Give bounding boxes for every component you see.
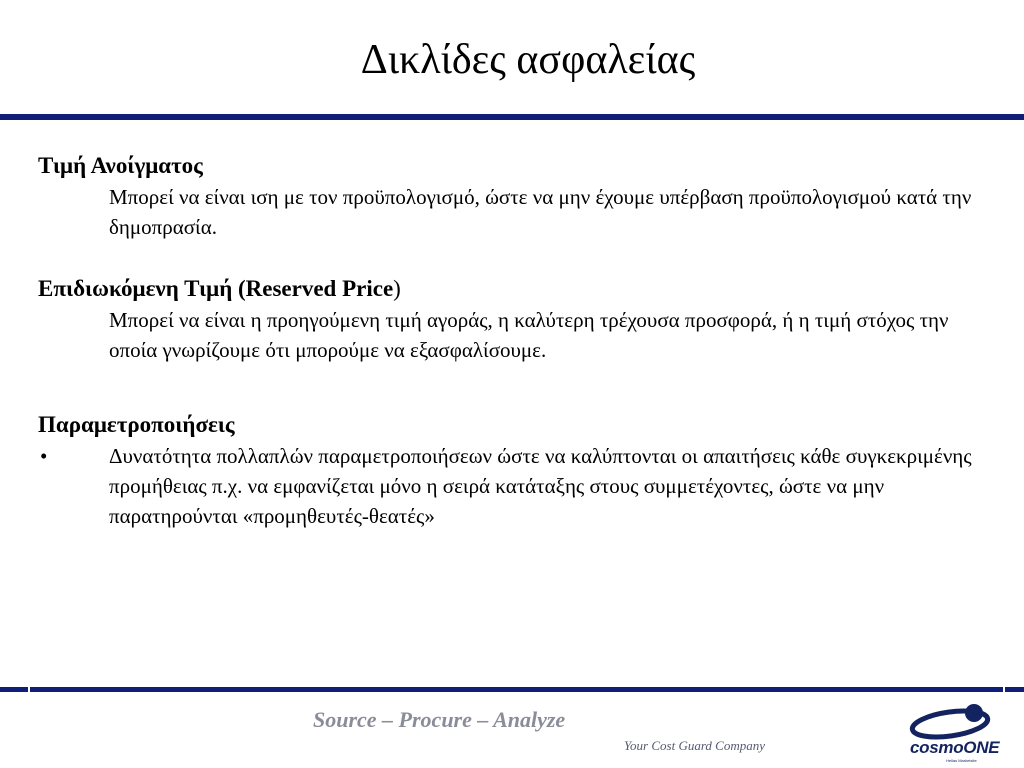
section-heading [38, 273, 988, 305]
section-heading: Παραμετροποιήσεις [38, 412, 235, 437]
bottom-divider [0, 687, 1024, 692]
top-divider [0, 114, 1024, 120]
footer-slogan: Source – Procure – Analyze [313, 707, 566, 732]
section-heading: Τιμή Ανοίγματος [38, 153, 203, 178]
section-body: Μπορεί να είναι ιση με τον προϋπολογισμό, ώστε να μην έχουμε υπέρβαση προϋπολογισμού κατά την δημοπρασία. [109, 185, 972, 239]
divider-gap-right [1003, 687, 1005, 692]
bullet-item [38, 441, 988, 531]
section-opening-price [38, 150, 988, 242]
divider-gap-left [28, 687, 30, 692]
logo-swoosh-icon [906, 700, 1018, 740]
bullet-symbol: • [40, 444, 48, 468]
slide-content [38, 150, 988, 531]
logo-wordmark: cosmoONE [910, 738, 1000, 757]
slide-title: Δικλίδες ασφαλείας [360, 37, 696, 83]
section-body: Μπορεί να είναι η προηγούμενη τιμή αγοράς, η καλύτερη τρέχουσα προσφορά, ή η τιμή στόχος την οποία γνωρίζουμε ότι μπορούμε να εξασφαλίσουμε. [109, 308, 949, 362]
heading-text: Επιδιωκόμενη Τιμή (Reserved Price [38, 276, 394, 301]
heading-paren: ) [393, 276, 401, 301]
section-reserved-price [38, 273, 988, 365]
cosmoone-logo [906, 700, 1018, 764]
section-parameters [38, 409, 988, 531]
footer-tagline: Your Cost Guard Company [624, 738, 765, 753]
logo-subtext: Hellas Marketsite [946, 758, 977, 763]
bullet-text: Δυνατότητα πολλαπλών παραμετροποιήσεων ώστε να καλύπτονται οι απαιτήσεις κάθε συγκεκριμένης προμήθειας π.χ. να εμφανίζεται μόνο η σειρά κατάταξης στους συμμετέχοντες, ώστε να μην παρατηρούνται «προμηθευτές-θεατές» [109, 444, 972, 528]
